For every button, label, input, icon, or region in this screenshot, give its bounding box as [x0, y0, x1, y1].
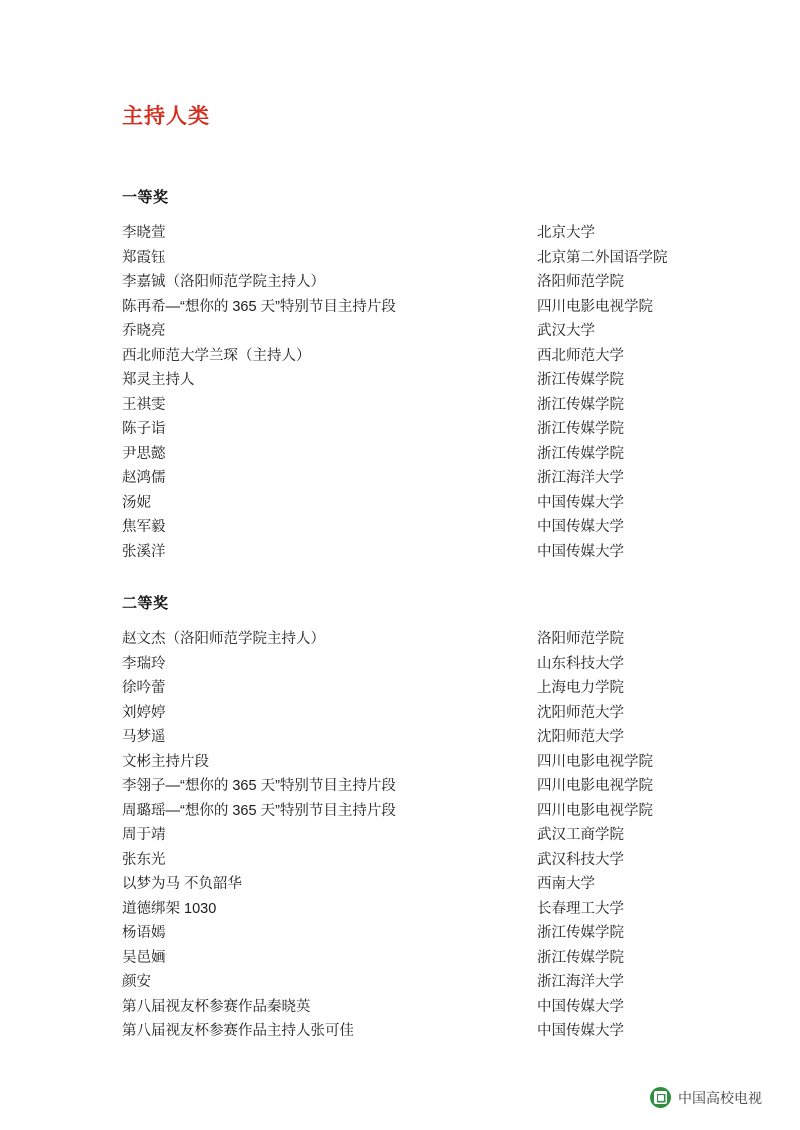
entry-name: 吴邑婳 [122, 949, 166, 966]
footer-watermark-label: 中国高校电视 [678, 1089, 762, 1106]
entry-name: 陈再希—“想你的 365 天”特别节目主持片段 [122, 298, 396, 315]
entry-name: 文彬主持片段 [122, 753, 209, 770]
entry-name: 张东光 [122, 851, 166, 868]
entry-school: 浙江海洋大学 [537, 974, 624, 990]
entry-school: 西南大学 [537, 876, 595, 892]
entry-name: 张溪洋 [122, 543, 166, 560]
entry-name: 郑霞钰 [122, 249, 166, 266]
list-item [122, 368, 742, 393]
entry-name: 赵文杰（洛阳师范学院主持人） [122, 631, 325, 647]
list-item [122, 823, 742, 848]
entry-school: 中国传媒大学 [537, 494, 624, 511]
entry-name: 杨语嫣 [122, 925, 166, 941]
list-item [122, 221, 742, 246]
entry-name: 西北师范大学兰琛（主持人） [122, 347, 311, 364]
section-heading: 一等奖 [122, 189, 169, 206]
entry-name: 陈子诣 [122, 421, 166, 437]
entry-school: 武汉大学 [537, 323, 595, 339]
list-item [122, 295, 742, 320]
entry-name: 李瑞玲 [122, 655, 166, 672]
list-item [122, 774, 742, 799]
list-item [122, 946, 742, 971]
entry-school: 浙江传媒学院 [537, 372, 624, 388]
entry-name: 道德绑架 1030 [122, 900, 217, 917]
entry-name: 以梦为马 不负韶华 [122, 876, 243, 892]
entry-school: 浙江传媒学院 [537, 396, 624, 413]
entry-name: 徐吟蕾 [122, 680, 166, 696]
entry-name: 周璐瑶—“想你的 365 天”特别节目主持片段 [122, 802, 396, 819]
list-item [122, 995, 742, 1020]
entry-school: 中国传媒大学 [537, 1023, 624, 1039]
entry-school: 浙江传媒学院 [537, 949, 624, 966]
list-item [122, 344, 742, 369]
entry-school: 四川电影电视学院 [537, 298, 653, 315]
list-item [122, 417, 742, 442]
entry-school: 浙江传媒学院 [537, 925, 624, 941]
list-item [122, 442, 742, 467]
list-item [122, 515, 742, 540]
entry-school: 武汉科技大学 [537, 851, 624, 868]
entry-school: 武汉工商学院 [537, 827, 624, 843]
section-heading: 二等奖 [122, 595, 169, 612]
entry-name: 赵鸿儒 [122, 470, 166, 486]
list-item [122, 701, 742, 726]
entry-name: 周于靖 [122, 827, 166, 843]
list-item [122, 491, 742, 516]
entry-name: 颜安 [122, 974, 151, 990]
entry-school: 沈阳师范大学 [537, 729, 624, 745]
entry-school: 长春理工大学 [537, 900, 624, 917]
list-item [122, 319, 742, 344]
entry-name: 李晓萱 [122, 225, 166, 241]
entry-school: 上海电力学院 [537, 680, 624, 696]
list-item [122, 848, 742, 873]
entry-school: 洛阳师范学院 [537, 631, 624, 647]
entry-name: 第八届视友杯参赛作品主持人张可佳 [122, 1023, 354, 1039]
entry-name: 李嘉铖（洛阳师范学院主持人） [122, 274, 325, 290]
entry-school: 西北师范大学 [537, 347, 624, 364]
list-item [122, 897, 742, 922]
award-section-first-prize [122, 186, 742, 564]
list-item [122, 627, 742, 652]
entry-name: 第八届视友杯参赛作品秦晓英 [122, 998, 311, 1015]
list-item [122, 750, 742, 775]
entry-school: 浙江传媒学院 [537, 445, 624, 462]
list-item [122, 921, 742, 946]
entry-name: 焦军毅 [122, 519, 166, 535]
list-item [122, 246, 742, 271]
award-section-second-prize [122, 592, 742, 1044]
entry-school: 中国传媒大学 [537, 519, 624, 535]
list-item [122, 540, 742, 565]
entry-name: 李翎子—“想你的 365 天”特别节目主持片段 [122, 778, 396, 794]
entry-school: 四川电影电视学院 [537, 753, 653, 770]
entry-name: 马梦遥 [122, 729, 166, 745]
entry-school: 北京大学 [537, 225, 595, 241]
entry-school: 洛阳师范学院 [537, 274, 624, 290]
entry-list-first-prize [122, 221, 742, 564]
list-item [122, 270, 742, 295]
entry-school: 浙江海洋大学 [537, 470, 624, 486]
entry-name: 郑灵主持人 [122, 372, 195, 388]
list-item [122, 970, 742, 995]
entry-school: 四川电影电视学院 [537, 802, 653, 819]
entry-name: 王祺雯 [122, 396, 166, 413]
list-item [122, 676, 742, 701]
entry-list-second-prize [122, 627, 742, 1044]
list-item [122, 393, 742, 418]
entry-name: 乔晓亮 [122, 323, 166, 339]
entry-school: 浙江传媒学院 [537, 421, 624, 437]
list-item [122, 872, 742, 897]
list-item [122, 799, 742, 824]
page-title: 主持人类 [122, 105, 210, 128]
list-item [122, 1019, 742, 1044]
entry-school: 北京第二外国语学院 [537, 249, 668, 266]
entry-school: 沈阳师范大学 [537, 704, 624, 721]
entry-name: 尹思懿 [122, 445, 166, 462]
entry-school: 四川电影电视学院 [537, 778, 653, 794]
list-item [122, 725, 742, 750]
list-item [122, 652, 742, 677]
footer-watermark [650, 1087, 762, 1108]
list-item [122, 466, 742, 491]
entry-name: 汤妮 [122, 494, 151, 511]
entry-school: 中国传媒大学 [537, 543, 624, 560]
entry-school: 中国传媒大学 [537, 998, 624, 1015]
entry-school: 山东科技大学 [537, 655, 624, 672]
qr-code-icon [650, 1087, 671, 1108]
entry-name: 刘婷婷 [122, 704, 166, 721]
